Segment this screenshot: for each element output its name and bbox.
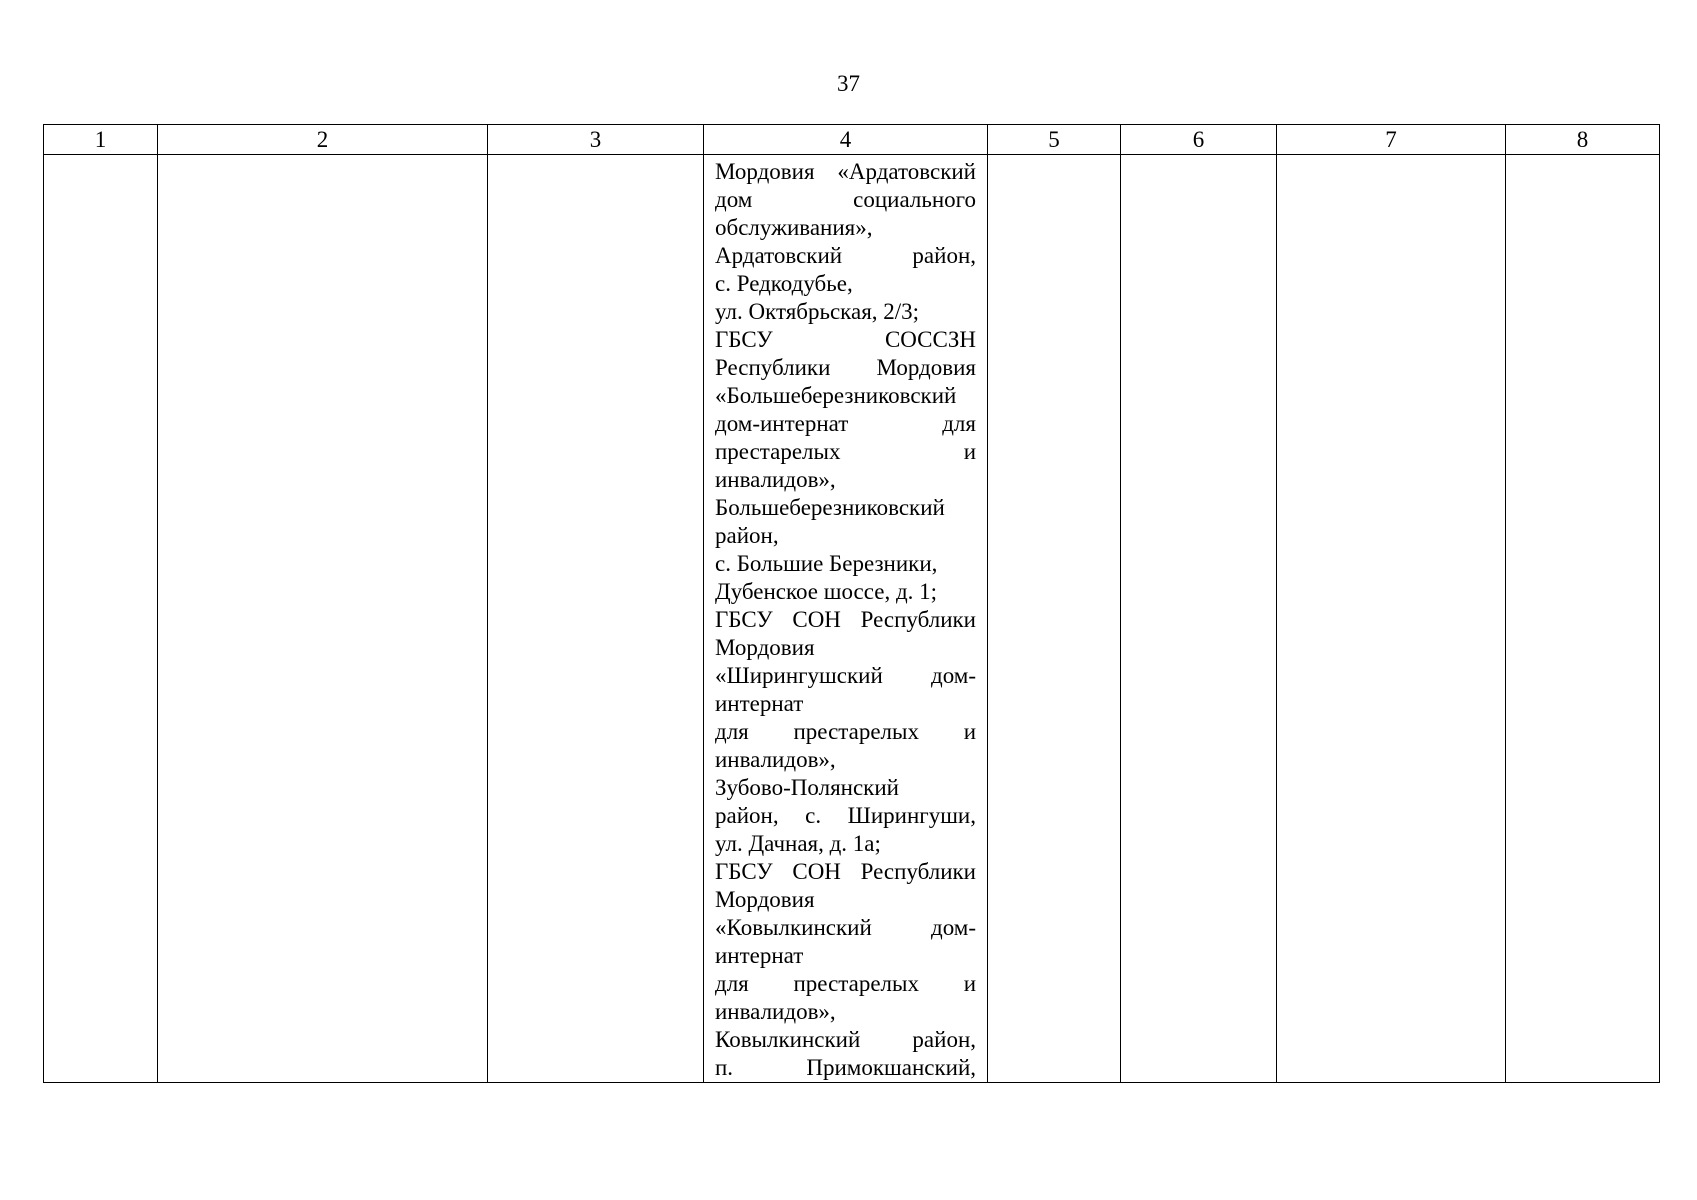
cell-column-8 bbox=[1506, 155, 1660, 1083]
text-line bbox=[715, 718, 976, 746]
text-word: п. bbox=[715, 1055, 734, 1080]
column-header-5: 5 bbox=[988, 125, 1121, 155]
text-word: для bbox=[942, 411, 976, 436]
column-4-text bbox=[704, 155, 987, 1082]
text-line bbox=[715, 158, 976, 186]
text-word: Большеберезниковский bbox=[715, 495, 945, 520]
text-word: интернат bbox=[715, 943, 804, 968]
text-line bbox=[715, 1054, 976, 1082]
text-word: и bbox=[963, 439, 976, 464]
text-word: дом- bbox=[931, 915, 976, 940]
text-word: Мордовия bbox=[715, 159, 815, 184]
text-line bbox=[715, 942, 976, 970]
text-word: район, bbox=[912, 243, 976, 268]
text-line bbox=[715, 914, 976, 942]
text-word: для bbox=[715, 719, 749, 744]
column-header-4: 4 bbox=[704, 125, 988, 155]
column-header-6: 6 bbox=[1121, 125, 1277, 155]
text-line bbox=[715, 886, 976, 914]
text-line bbox=[715, 270, 976, 298]
text-word: Мордовия bbox=[715, 635, 815, 660]
text-word: «Большеберезниковский bbox=[715, 383, 957, 408]
text-word: ГБСУ bbox=[715, 327, 773, 352]
text-word: Мордовия bbox=[715, 887, 815, 912]
text-word: инвалидов», bbox=[715, 467, 836, 492]
text-line bbox=[715, 970, 976, 998]
text-line bbox=[715, 466, 976, 494]
text-word: социального bbox=[853, 187, 976, 212]
text-line bbox=[715, 242, 976, 270]
document-table bbox=[43, 124, 1660, 1083]
text-word: и bbox=[963, 971, 976, 996]
text-word: Республики bbox=[860, 607, 976, 632]
text-word: «Ардатовский bbox=[837, 159, 976, 184]
text-line bbox=[715, 382, 976, 410]
text-line bbox=[715, 214, 976, 242]
text-line bbox=[715, 522, 976, 550]
text-word: СОН bbox=[792, 859, 841, 884]
text-word: Ардатовский bbox=[715, 243, 843, 268]
cell-column-1 bbox=[44, 155, 158, 1083]
cell-column-4 bbox=[704, 155, 988, 1083]
text-word: и bbox=[963, 719, 976, 744]
text-word: СОССЗН bbox=[884, 327, 976, 352]
text-word: район, bbox=[715, 523, 779, 548]
text-line bbox=[715, 858, 976, 886]
text-line bbox=[715, 998, 976, 1026]
text-word: престарелых bbox=[793, 719, 919, 744]
text-word: Мордовия bbox=[876, 355, 976, 380]
text-word: престарелых bbox=[793, 971, 919, 996]
cell-column-6 bbox=[1121, 155, 1277, 1083]
text-word: обслуживания», bbox=[715, 215, 873, 240]
text-word: Примокшанский, bbox=[806, 1055, 976, 1080]
text-word: интернат bbox=[715, 691, 804, 716]
table-row bbox=[44, 155, 1660, 1083]
text-word: для bbox=[715, 971, 749, 996]
text-word: инвалидов», bbox=[715, 747, 836, 772]
text-word: престарелых bbox=[715, 439, 841, 464]
cell-column-2 bbox=[158, 155, 488, 1083]
text-line bbox=[715, 186, 976, 214]
text-word: ул. Октябрьская, 2/3; bbox=[715, 299, 920, 324]
column-header-7: 7 bbox=[1277, 125, 1506, 155]
text-line bbox=[715, 746, 976, 774]
text-word: Республики bbox=[860, 859, 976, 884]
text-line bbox=[715, 578, 976, 606]
page-number: 37 bbox=[837, 71, 860, 96]
text-word: ГБСУ bbox=[715, 607, 773, 632]
text-line bbox=[715, 326, 976, 354]
text-line bbox=[715, 550, 976, 578]
column-header-3: 3 bbox=[488, 125, 704, 155]
cell-column-5 bbox=[988, 155, 1121, 1083]
text-line bbox=[715, 606, 976, 634]
text-word: Зубово-Полянский bbox=[715, 775, 899, 800]
cell-column-3 bbox=[488, 155, 704, 1083]
text-word: Республики bbox=[715, 355, 831, 380]
text-line bbox=[715, 354, 976, 382]
text-line bbox=[715, 802, 976, 830]
text-word: район, bbox=[912, 1027, 976, 1052]
text-word: дом bbox=[715, 187, 753, 212]
text-line bbox=[715, 410, 976, 438]
text-line bbox=[715, 774, 976, 802]
text-line bbox=[715, 494, 976, 522]
text-line bbox=[715, 298, 976, 326]
text-word: Ковылкинский bbox=[715, 1027, 861, 1052]
column-header-2: 2 bbox=[158, 125, 488, 155]
text-word: ул. Дачная, д. 1а; bbox=[715, 831, 881, 856]
text-line bbox=[715, 634, 976, 662]
column-header-8: 8 bbox=[1506, 125, 1660, 155]
text-word: район, bbox=[715, 803, 779, 828]
text-word: Ширингуши, bbox=[847, 803, 976, 828]
text-line bbox=[715, 830, 976, 858]
text-word: с. Большие Березники, bbox=[715, 551, 938, 576]
text-word: с. bbox=[805, 803, 822, 828]
text-line bbox=[715, 662, 976, 690]
header-row bbox=[44, 125, 1660, 155]
text-word: дом- bbox=[931, 663, 976, 688]
text-word: с. Редкодубье, bbox=[715, 271, 853, 296]
text-line bbox=[715, 438, 976, 466]
text-word: инвалидов», bbox=[715, 999, 836, 1024]
text-line bbox=[715, 690, 976, 718]
text-word: «Ковылкинский bbox=[715, 915, 872, 940]
cell-column-7 bbox=[1277, 155, 1506, 1083]
text-line bbox=[715, 1026, 976, 1054]
text-word: «Ширингушский bbox=[715, 663, 883, 688]
text-word: ГБСУ bbox=[715, 859, 773, 884]
text-word: Дубенское шоссе, д. 1; bbox=[715, 579, 938, 604]
column-header-1: 1 bbox=[44, 125, 158, 155]
text-word: СОН bbox=[792, 607, 841, 632]
text-word: дом-интернат bbox=[715, 411, 849, 436]
